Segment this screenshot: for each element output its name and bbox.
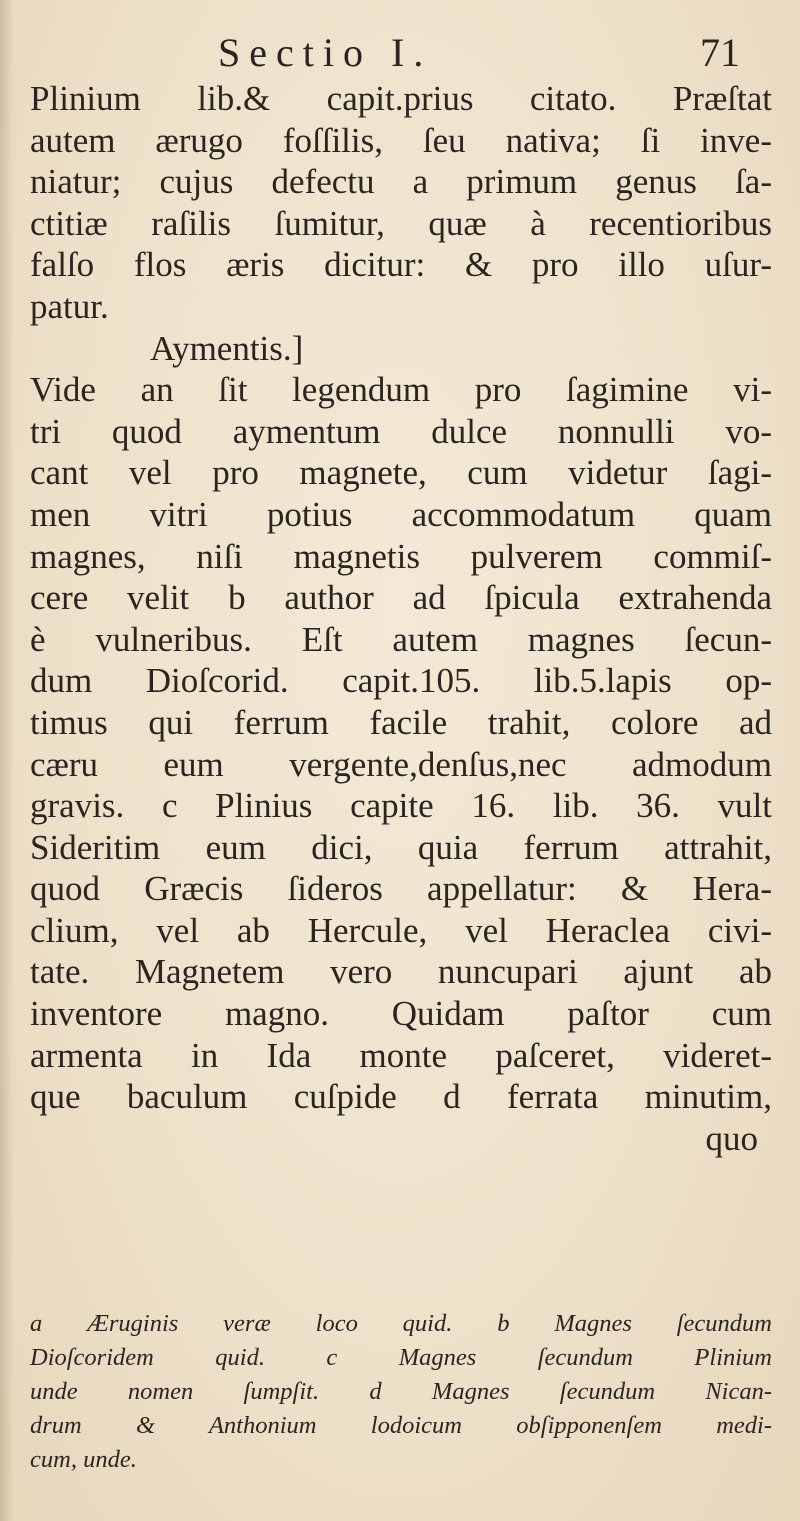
catchword: quo — [705, 1118, 758, 1158]
text-line: timus qui ferrum facile trahit, colore ad — [30, 702, 772, 742]
text-line: men vitri potius accommodatum quam — [30, 494, 772, 534]
footnote-line: unde nomen ſumpſit. d Magnes ſecundum Nican- — [30, 1378, 772, 1405]
text-line: cant vel pro magnete, cum videtur ſagi- — [30, 453, 772, 493]
text-line: patur. — [30, 286, 109, 326]
text-line: armenta in Ida monte paſceret, videret- — [30, 1035, 772, 1075]
page-number: 71 — [700, 30, 740, 75]
text-line: cere velit b author ad ſpicula extrahenda — [30, 578, 772, 618]
text-line: cæru eum vergente,denſus,nec admodum — [30, 744, 772, 784]
page-header — [0, 28, 800, 78]
footnote-line: Dioſcoridem quid. c Magnes ſecundum Plinium — [30, 1344, 772, 1371]
text-line: Sideritim eum dici, quia ferrum attrahit, — [30, 827, 772, 867]
running-head: Sectio I. — [218, 30, 433, 75]
text-line: ctitiæ raſilis ſumitur, quæ à recentioribus — [30, 203, 772, 243]
text-line: que baculum cuſpide d ferrata minutim, — [30, 1077, 772, 1117]
footnotes — [30, 1307, 772, 1477]
text-line: dum Dioſcorid. capit.105. lib.5.lapis op- — [30, 661, 772, 701]
footnote-line: cum, unde. — [30, 1446, 137, 1473]
text-line: autem ærugo foſſilis, ſeu nativa; ſi inve- — [30, 120, 772, 160]
footnote-line: a Æruginis veræ loco quid. b Magnes ſecundum — [30, 1310, 772, 1337]
text-line: falſo flos æris dicitur: & pro illo uſur- — [30, 245, 772, 285]
text-line: tri quod aymentum dulce nonnulli vo- — [30, 411, 772, 451]
section-heading: Aymentis.] — [150, 328, 304, 368]
text-line: inventore magno. Quidam paſtor cum — [30, 994, 772, 1034]
text-line: Plinium lib.& capit.prius citato. Præſtat — [30, 79, 772, 118]
text-line: niatur; cujus defectu a primum genus ſa- — [30, 162, 772, 202]
text-line: è vulneribus. Eſt autem magnes ſecun- — [30, 619, 772, 659]
text-line: Vide an ſit legendum pro ſagimine vi- — [30, 370, 772, 410]
text-line: clium, vel ab Hercule, vel Heraclea civi- — [30, 910, 772, 950]
footnote-line: drum & Anthonium lodoicum obſipponenſem medi- — [30, 1412, 772, 1439]
body-text — [30, 78, 772, 1159]
page-gutter-shadow — [0, 0, 14, 1521]
text-line: quod Græcis ſideros appellatur: & Hera- — [30, 869, 772, 909]
text-line: tate. Magnetem vero nuncupari ajunt ab — [30, 952, 772, 992]
text-line: gravis. c Plinius capite 16. lib. 36. vult — [30, 786, 772, 826]
text-line: magnes, niſi magnetis pulverem commiſ- — [30, 536, 772, 576]
